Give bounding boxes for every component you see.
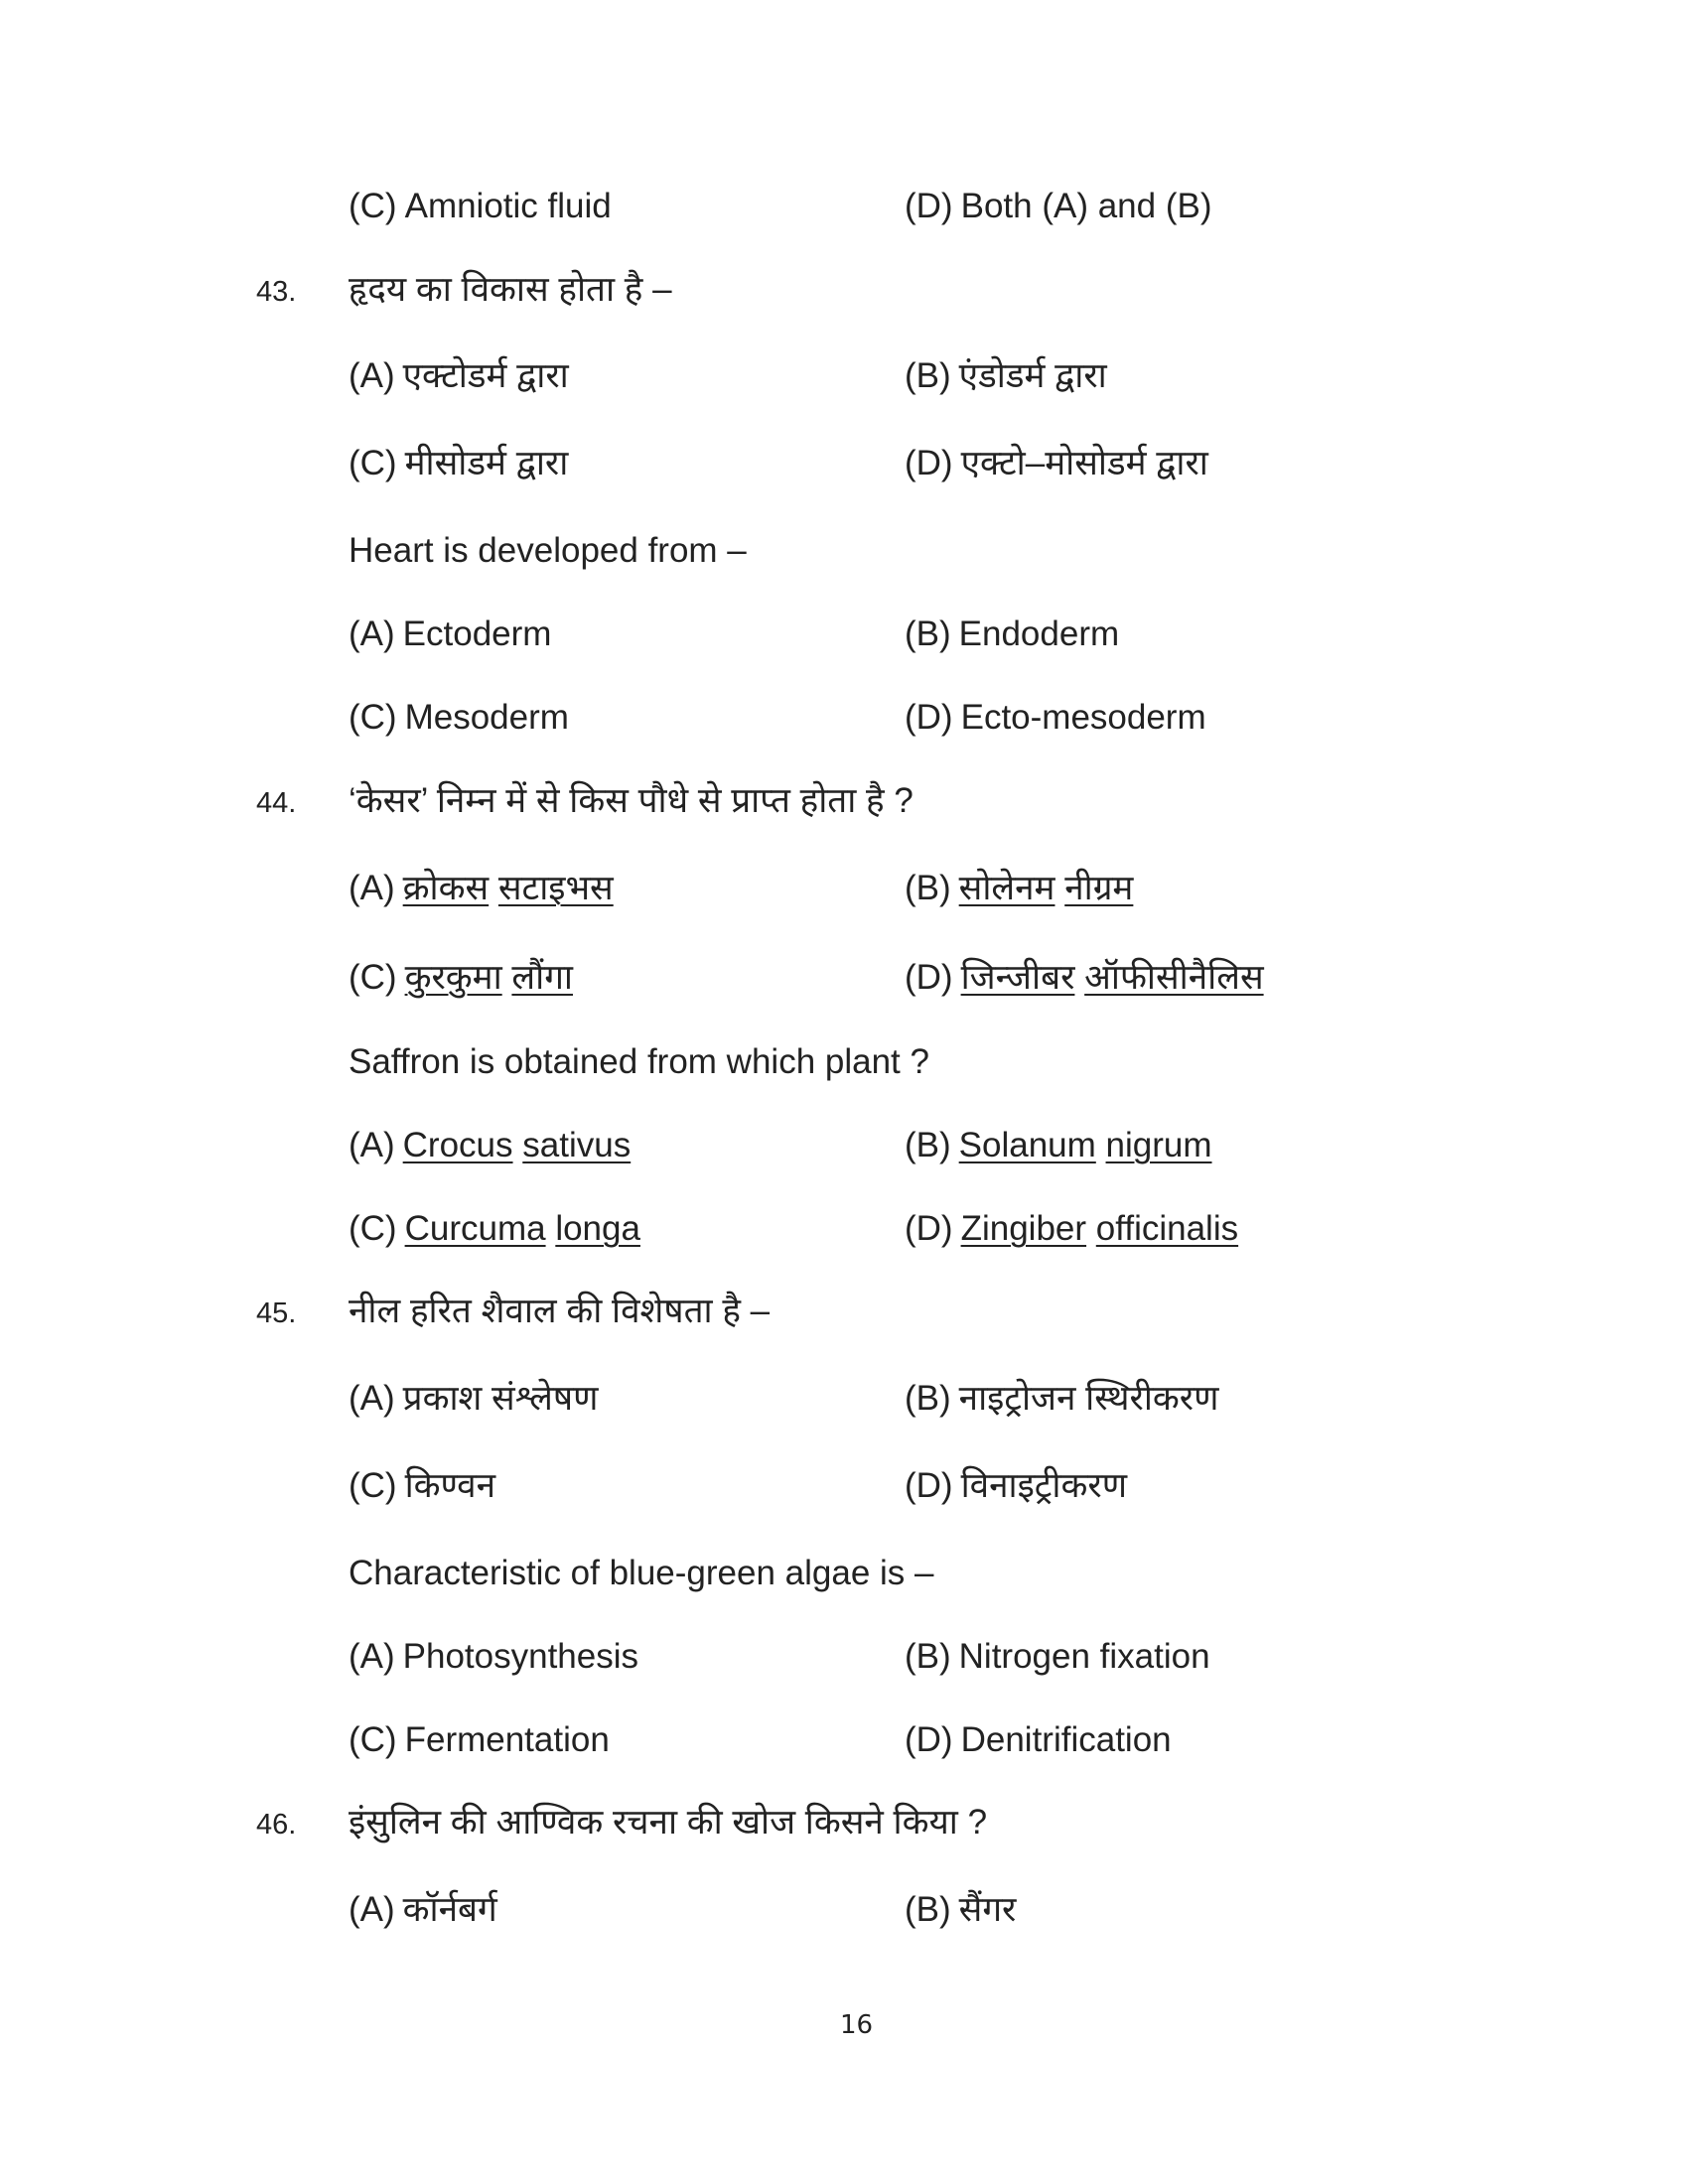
q46-hindi-option-a [349,1888,497,1932]
option-label: (D) [905,444,953,482]
option-text: Mesoderm [404,698,569,737]
q43-hindi-option-a [349,354,569,398]
option-text: एंडोडर्म द्वारा [958,356,1107,395]
option-text: Denitrification [960,1720,1172,1759]
option-label: (C) [349,958,397,997]
q45-english-option-b [905,1635,1210,1679]
q42-option-c [349,185,612,228]
q44-number: 44. [256,787,297,819]
option-label: (B) [905,1126,951,1164]
option-label: (A) [349,869,395,907]
option-text: नाइट्रोजन स्थिरीकरण [958,1379,1219,1418]
q44-hindi-option-a [349,867,614,910]
option-text: किण्वन [404,1466,496,1505]
q44-english-question: Saffron is obtained from which plant ? [349,1042,929,1081]
q45-english-question: Characteristic of blue-green algae is – [349,1554,934,1592]
q46-hindi-option-b [905,1888,1016,1932]
q45-hindi-option-c [349,1464,495,1508]
q43-english-question: Heart is developed from – [349,531,747,570]
q44-english-option-b [905,1124,1212,1167]
option-label: (B) [905,1890,951,1929]
option-label: (C) [349,1209,397,1248]
q44-hindi-question: ‘केसर’ निम्न में से किस पौधे से प्राप्त होता है ? [349,781,914,820]
q45-english-option-d [905,1718,1172,1762]
option-text: Endoderm [958,614,1120,653]
option-label: (C) [349,1466,397,1505]
option-label: (B) [905,356,951,395]
q46-number: 46. [256,1809,297,1841]
species-name: longa [555,1209,640,1248]
option-label: (B) [905,614,951,653]
option-text: Nitrogen fixation [958,1637,1210,1676]
option-text: एक्टोडर्म द्वारा [402,356,569,395]
genus-name: Zingiber [960,1209,1087,1248]
genus-name: Solanum [958,1126,1096,1164]
option-text: सैंगर [958,1890,1017,1929]
q43-number: 43. [256,276,297,308]
species-name: लौंगा [511,958,573,997]
q45-hindi-option-a [349,1377,598,1421]
species-name: nigrum [1105,1126,1212,1164]
q42-option-d [905,185,1211,228]
q45-number: 45. [256,1297,297,1329]
species-name: नीग्रम [1064,869,1134,907]
q43-english-option-d [905,696,1206,740]
option-label: (A) [349,1379,395,1418]
genus-name: जिन्जीबर [960,958,1075,997]
option-label: (D) [905,187,953,225]
species-name: sativus [522,1126,632,1164]
option-text: कॉर्नबर्ग [402,1890,497,1929]
q45-hindi-question: नील हरित शैवाल की विशेषता है – [349,1292,771,1330]
genus-name: Crocus [402,1126,513,1164]
q43-english-option-c [349,696,569,740]
option-label: (D) [905,1209,953,1248]
q45-english-option-c [349,1718,610,1762]
genus-name: सोलेनम [958,869,1055,907]
q43-english-option-a [349,613,551,656]
q45-english-option-a [349,1635,638,1679]
option-text: Photosynthesis [402,1637,639,1676]
option-label: (D) [905,1720,953,1759]
species-name: officinalis [1095,1209,1239,1248]
genus-name: कुरकुमा [404,958,502,997]
option-label: (C) [349,698,397,737]
genus-name: क्रोकस [402,869,490,907]
q45-hindi-option-d [905,1464,1127,1508]
species-name: सटाइभस [497,869,614,907]
option-label: (A) [349,1637,395,1676]
option-label: (B) [905,869,951,907]
option-label: (D) [905,958,953,997]
option-label: (C) [349,1720,397,1759]
q43-hindi-option-d [905,442,1208,485]
option-text: Both (A) and (B) [960,187,1212,225]
option-label: (C) [349,187,397,225]
q46-hindi-question: इंसुलिन की आण्विक रचना की खोज किसने किया ? [349,1803,988,1842]
option-text: Fermentation [404,1720,610,1759]
option-text: Ecto-mesoderm [960,698,1206,737]
q44-english-option-a [349,1124,631,1167]
option-text: Amniotic fluid [404,187,612,225]
option-text: एक्टो–मोसोडर्म द्वारा [960,444,1208,482]
option-label: (C) [349,444,397,482]
species-name: ऑफीसीनैलिस [1084,958,1264,997]
option-label: (B) [905,1637,951,1676]
genus-name: Curcuma [404,1209,546,1248]
q43-hindi-question: हृदय का विकास होता है – [349,270,672,309]
option-text: Ectoderm [402,614,552,653]
q45-hindi-option-b [905,1377,1218,1421]
option-text: प्रकाश संश्लेषण [402,1379,599,1418]
option-text: विनाइट्रीकरण [960,1466,1127,1505]
option-label: (D) [905,698,953,737]
q44-hindi-option-c [349,956,573,1000]
option-label: (D) [905,1466,953,1505]
q43-hindi-option-c [349,442,568,485]
option-text: मीसोडर्म द्वारा [404,444,569,482]
page-number: 16 [839,2010,874,2040]
option-label: (A) [349,614,395,653]
q44-english-option-c [349,1207,640,1251]
q44-hindi-option-d [905,956,1264,1000]
q44-hindi-option-b [905,867,1133,910]
option-label: (A) [349,1890,395,1929]
option-label: (A) [349,356,395,395]
option-label: (B) [905,1379,951,1418]
q44-english-option-d [905,1207,1238,1251]
q43-hindi-option-b [905,354,1107,398]
q43-english-option-b [905,613,1119,656]
option-label: (A) [349,1126,395,1164]
